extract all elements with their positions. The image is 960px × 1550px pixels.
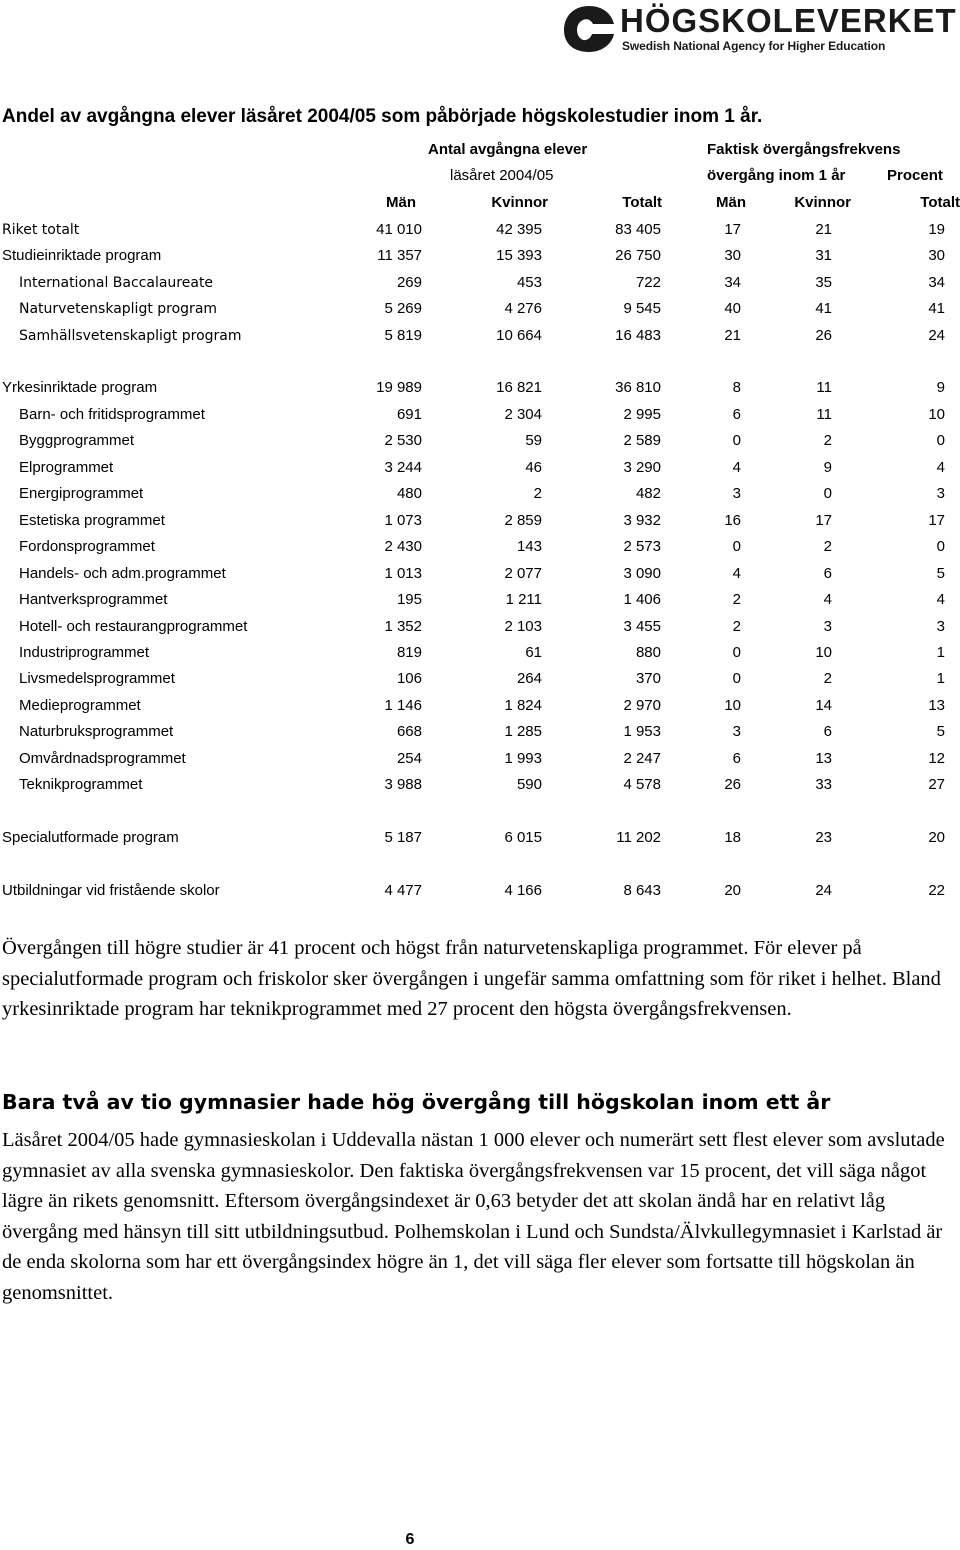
table-cell: 20 [724,882,741,899]
table-cell: 24 [928,327,945,344]
row-label: Utbildningar vid fristående skolor [2,882,220,899]
table-cell: 15 393 [496,247,542,264]
table-cell: 16 483 [615,327,661,344]
table-cell: 2 573 [623,538,661,555]
table-cell: 2 530 [384,432,422,449]
table-cell: 11 [816,379,832,396]
table-cell: 1 824 [504,697,542,714]
table-cell: 2 [823,670,832,687]
table-cell: 0 [936,538,945,555]
table-cell: 1 953 [623,723,661,740]
table-cell: 35 [815,274,832,291]
table-cell: 9 [936,379,945,396]
table-cell: 5 [936,723,945,740]
table-cell: 6 015 [504,829,542,846]
row-label: Estetiska programmet [19,512,165,529]
table-cell: 23 [815,829,832,846]
row-label: Hotell- och restaurangprogrammet [19,618,248,635]
table-cell: 20 [928,829,945,846]
table-cell: 46 [525,459,542,476]
row-label: Specialutformade program [2,829,179,846]
table-cell: 3 [936,618,945,635]
table-cell: 6 [732,406,741,423]
table-cell: 264 [516,670,542,687]
row-label: Byggprogrammet [19,432,135,449]
header-group-rate: Faktisk övergångsfrekvens [707,141,901,158]
table-cell: 21 [724,327,741,344]
table-cell: 24 [815,882,832,899]
table-cell: 10 [928,406,945,423]
table-cell: 2 [823,432,832,449]
table-cell: 41 010 [376,221,422,238]
table-cell: 480 [396,485,422,502]
table-cell: 3 455 [623,618,661,635]
table-cell: 0 [936,432,945,449]
row-label: Medieprogrammet [19,697,141,714]
header-group-rate-period: övergång inom 1 år [707,167,846,184]
table-cell: 0 [732,538,741,555]
agency-logo [562,2,957,60]
table-cell: 1 993 [504,750,542,767]
row-label: Livsmedelsprogrammet [19,670,175,687]
table-cell: 10 [724,697,741,714]
table-cell: 41 [928,300,945,317]
table-cell: 106 [396,670,422,687]
column-header: Män [716,194,746,211]
table-cell: 1 285 [504,723,542,740]
table-cell: 14 [815,697,832,714]
logo-name: HÖGSKOLEVERKET [620,2,957,39]
table-cell: 33 [815,776,832,793]
table-cell: 4 [732,459,741,476]
table-cell: 2 103 [504,618,542,635]
table-cell: 5 269 [384,300,422,317]
table-cell: 0 [732,644,741,661]
table-cell: 3 932 [623,512,661,529]
table-cell: 3 988 [384,776,422,793]
row-label: Yrkesinriktade program [2,379,158,396]
column-header: Kvinnor [794,194,851,211]
header-percent-unit: Procent [887,167,943,184]
table-cell: 18 [724,829,741,846]
logo-tagline: Swedish National Agency for Higher Education [622,39,886,53]
table-cell: 59 [525,432,542,449]
table-cell: 1 [936,644,945,661]
table-cell: 2 995 [623,406,661,423]
row-label: Barn- och fritidsprogrammet [19,406,205,423]
table-cell: 143 [516,538,542,555]
table-cell: 83 405 [615,221,661,238]
column-header: Män [386,194,416,211]
table-cell: 1 [936,670,945,687]
summary-paragraph: Övergången till högre studier är 41 procent och högst från naturvetenskapliga programmet. För elever på specialutformade program och friskolor sker övergången i ungefär samma omfattning som för riket i helhet. Bland yrkesinriktade program har teknikprogrammet med 27 procent den högsta övergångsfrekvensen. [2,937,941,1021]
table-cell: 819 [396,644,422,661]
table-cell: 61 [525,644,542,661]
table-cell: 30 [928,247,945,264]
table-cell: 269 [396,274,422,291]
header-group-count-period: läsåret 2004/05 [450,167,554,184]
row-label: Teknikprogrammet [19,776,143,793]
table-cell: 2 [533,485,542,502]
table-cell: 3 [936,485,945,502]
table-cell: 3 [732,485,741,502]
row-label: Energiprogrammet [19,485,144,502]
row-label: Hantverksprogrammet [19,591,168,608]
table-cell: 668 [396,723,422,740]
table-cell: 26 750 [615,247,661,264]
table-cell: 5 187 [384,829,422,846]
table-cell: 16 [724,512,741,529]
table-cell: 13 [928,697,945,714]
table-cell: 3 090 [623,565,661,582]
table-cell: 0 [732,432,741,449]
table-cell: 0 [823,485,832,502]
table-cell: 17 [815,512,832,529]
row-label: Naturvetenskapligt program [19,301,218,317]
table-cell: 8 643 [623,882,661,899]
table-cell: 8 [732,379,741,396]
table-cell: 2 247 [623,750,661,767]
row-label: International Baccalaureate [19,275,214,291]
table-cell: 27 [928,776,945,793]
row-label: Elprogrammet [19,459,114,476]
table-cell: 4 477 [384,882,422,899]
page-number: 6 [405,1531,415,1548]
table-cell: 6 [823,565,832,582]
table-cell: 482 [635,485,661,502]
table-cell: 2 [732,591,741,608]
table-cell: 40 [724,300,741,317]
table-cell: 5 [936,565,945,582]
row-label: Omvårdnadsprogrammet [19,750,186,767]
table-cell: 17 [928,512,945,529]
table-cell: 31 [815,247,832,264]
table-cell: 0 [732,670,741,687]
table-cell: 11 [816,406,832,423]
table-cell: 2 430 [384,538,422,555]
table-cell: 4 [732,565,741,582]
row-label: Fordonsprogrammet [19,538,155,555]
table-cell: 254 [396,750,422,767]
table-cell: 13 [815,750,832,767]
row-label: Naturbruksprogrammet [19,723,174,740]
table-cell: 880 [635,644,661,661]
table-cell: 2 [732,618,741,635]
table-cell: 4 [823,591,832,608]
table-cell: 41 [815,300,832,317]
table-cell: 1 013 [384,565,422,582]
table-cell: 4 [936,459,945,476]
table-cell: 30 [724,247,741,264]
row-label: Studieinriktade program [2,247,162,264]
table-cell: 2 077 [504,565,542,582]
table-cell: 10 [815,644,832,661]
table-cell: 9 [823,459,832,476]
table-cell: 17 [724,221,741,238]
table-cell: 11 202 [616,829,661,846]
table-cell: 21 [815,221,832,238]
table-cell: 6 [732,750,741,767]
row-label: Industriprogrammet [19,644,150,661]
logo-emblem-icon [562,4,616,54]
table-cell: 22 [928,882,945,899]
table-cell: 12 [928,750,945,767]
column-header: Kvinnor [491,194,548,211]
table-cell: 370 [635,670,661,687]
table-cell: 453 [516,274,542,291]
column-header: Totalt [622,194,662,211]
table-cell: 19 989 [376,379,422,396]
table-cell: 722 [635,274,661,291]
table-cell: 26 [724,776,741,793]
table-cell: 2 589 [623,432,661,449]
table-cell: 3 244 [384,459,422,476]
table-cell: 4 578 [623,776,661,793]
table-cell: 3 [823,618,832,635]
table-cell: 1 073 [384,512,422,529]
table-cell: 26 [815,327,832,344]
table-cell: 10 664 [496,327,542,344]
column-header: Totalt [920,194,960,211]
table-cell: 1 146 [384,697,422,714]
table-cell: 1 352 [384,618,422,635]
section-heading: Bara två av tio gymnasier hade hög övergång till högskolan inom ett år [2,1090,831,1114]
table-cell: 2 859 [504,512,542,529]
row-label: Riket totalt [2,222,80,238]
table-cell: 4 [936,591,945,608]
table-cell: 4 276 [504,300,542,317]
table-cell: 9 545 [623,300,661,317]
table-cell: 2 304 [504,406,542,423]
table-cell: 2 970 [623,697,661,714]
table-cell: 34 [928,274,945,291]
table-cell: 691 [396,406,422,423]
table-cell: 6 [823,723,832,740]
table-cell: 1 211 [505,591,542,608]
table-cell: 19 [928,221,945,238]
table-cell: 4 166 [504,882,542,899]
table-cell: 36 810 [615,379,661,396]
table-cell: 590 [516,776,542,793]
table-cell: 34 [724,274,741,291]
table-cell: 16 821 [496,379,542,396]
table-cell: 3 [732,723,741,740]
table-cell: 3 290 [623,459,661,476]
table-cell: 1 406 [623,591,661,608]
table-cell: 195 [396,591,422,608]
row-label: Samhällsvetenskapligt program [19,328,242,344]
body-paragraph: Läsåret 2004/05 hade gymnasieskolan i Uddevalla nästan 1 000 elever och numerärt sett flest elever som avslutade gymnasiet av alla svenska gymnasieskolor. Den faktiska övergångsfrekvensen var 15 procent, det vill säga något lägre än rikets genomsnitt. Eftersom övergångsindexet är 0,63 betyder det att skolan ändå har en relativt låg övergång med hänsyn till sitt utbildningsutbud. Polhemskolan i Lund och Sundsta/Älvkullegymnasiet i Karlstad är de enda skolorna som har ett övergångsindex högre än 1, det vill säga fler elever som fortsatte till högskolan än genomsnittet. [2,1129,945,1304]
row-label: Handels- och adm.programmet [19,565,226,582]
table-cell: 2 [823,538,832,555]
table-cell: 11 357 [377,247,422,264]
table-title: Andel av avgångna elever läsåret 2004/05 som påbörjade högskolestudier inom 1 år. [2,106,763,127]
table-cell: 5 819 [384,327,422,344]
header-group-count: Antal avgångna elever [428,141,588,158]
table-cell: 42 395 [496,221,542,238]
